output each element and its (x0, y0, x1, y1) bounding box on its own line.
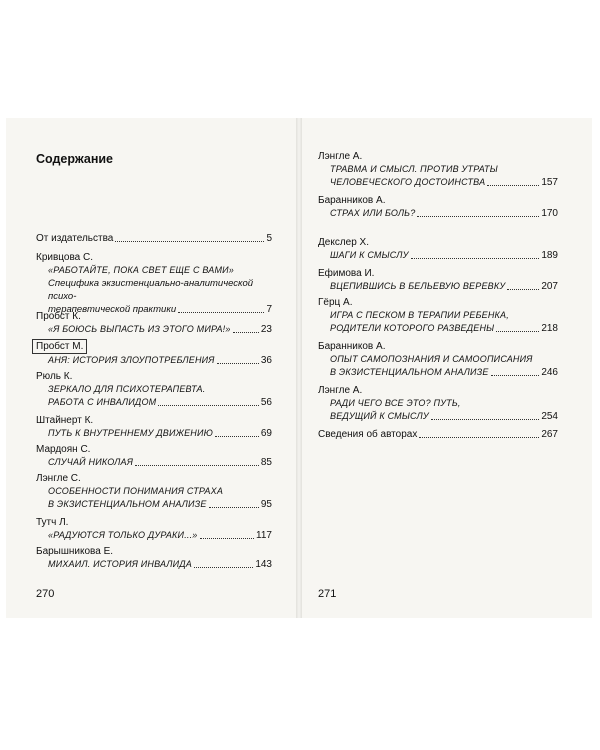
toc-author: От издательства (36, 233, 114, 244)
toc-entry (36, 232, 272, 245)
toc-author: Лэнгле С. (36, 473, 81, 484)
toc-title: РОДИТЕЛИ КОТОРОГО РАЗВЕДЕНЫ (330, 323, 495, 333)
toc-page-number: 143 (255, 559, 272, 570)
toc-author: Декслер Х. (318, 237, 370, 248)
toc-title: МИХАИЛ. ИСТОРИЯ ИНВАЛИДА (48, 559, 192, 569)
toc-title: В ЭКЗИСТЕНЦИАЛЬНОМ АНАЛИЗЕ (48, 499, 207, 509)
toc-page-number: 218 (541, 323, 558, 334)
toc-page-number: 5 (266, 233, 272, 244)
toc-title: «РАБОТАЙТЕ, ПОКА СВЕТ ЕЩЕ С ВАМИ» (48, 265, 235, 275)
toc-title: ЗЕРКАЛО ДЛЯ ПСИХОТЕРАПЕВТА. (48, 384, 206, 394)
toc-page-number: 56 (260, 397, 272, 408)
toc-entry (36, 472, 272, 511)
toc-page-number: 189 (541, 250, 558, 261)
toc-author: Лэнгле А. (318, 385, 363, 396)
toc-page-number: 117 (256, 530, 272, 541)
toc-entry (36, 414, 272, 440)
toc-author: Ефимова И. (318, 268, 375, 279)
toc-entry (318, 428, 558, 441)
toc-entry (318, 236, 558, 262)
toc-title: РАДИ ЧЕГО ВСЕ ЭТО? ПУТЬ, (330, 398, 461, 408)
toc-page-number: 69 (260, 428, 272, 439)
left-folio: 270 (36, 588, 55, 600)
toc-title: ПУТЬ К ВНУТРЕННЕМУ ДВИЖЕНИЮ (48, 428, 214, 438)
toc-author: Мардоян С. (36, 444, 91, 455)
toc-author: Лэнгле А. (318, 151, 363, 162)
toc-page-number: 36 (260, 355, 272, 366)
toc-page-number: 23 (260, 324, 272, 335)
contents-heading: Содержание (36, 152, 114, 166)
toc-title: СТРАХ ИЛИ БОЛЬ? (330, 208, 416, 218)
toc-entry (36, 443, 272, 469)
toc-author: Гёрц А. (318, 297, 353, 308)
toc-title: ВЦЕПИВШИСЬ В БЕЛЬЕВУЮ ВЕРЕВКУ (330, 281, 506, 291)
toc-entry (318, 340, 558, 379)
toc-title: «Я БОЮСЬ ВЫПАСТЬ ИЗ ЭТОГО МИРА!» (48, 324, 231, 334)
toc-title: ВЕДУЩИЙ К СМЫСЛУ (330, 411, 429, 421)
book-gutter (296, 118, 302, 618)
toc-entry (36, 370, 272, 409)
toc-entry (36, 339, 272, 367)
toc-entry (36, 251, 272, 316)
toc-title: ШАГИ К СМЫСЛУ (330, 250, 409, 260)
toc-author: Пробст М. (32, 339, 87, 354)
toc-title: ИГРА С ПЕСКОМ В ТЕРАПИИ РЕБЕНКА, (330, 310, 509, 320)
toc-title: «РАДУЮТСЯ ТОЛЬКО ДУРАКИ...» (48, 530, 198, 540)
toc-page-number: 85 (260, 457, 272, 468)
toc-entry (318, 384, 558, 423)
toc-title: РАБОТА С ИНВАЛИДОМ (48, 397, 157, 407)
toc-title: ЧЕЛОВЕЧЕСКОГО ДОСТОИНСТВА (330, 177, 486, 187)
toc-page-number: 254 (541, 411, 558, 422)
toc-title: АНЯ: ИСТОРИЯ ЗЛОУПОТРЕБЛЕНИЯ (48, 355, 215, 365)
toc-author: Баранников А. (318, 195, 386, 206)
toc-entry (318, 267, 558, 293)
toc-subtitle: терапевтической практики (48, 304, 177, 315)
toc-entry (36, 310, 272, 336)
toc-author: Кривцова С. (36, 252, 94, 263)
toc-title: ТРАВМА И СМЫСЛ. ПРОТИВ УТРАТЫ (330, 164, 498, 174)
toc-page-number: 246 (541, 367, 558, 378)
toc-page-number: 157 (541, 177, 558, 188)
toc-entry (318, 150, 558, 189)
toc-title: СЛУЧАЙ НИКОЛАЯ (48, 457, 134, 467)
toc-author: Штайнерт К. (36, 415, 94, 426)
toc-page-number: 7 (266, 304, 272, 315)
toc-entry (318, 296, 558, 335)
toc-page-number: 95 (260, 499, 272, 510)
toc-author: Пробст К. (36, 311, 81, 322)
toc-entry (318, 194, 558, 220)
toc-entry (36, 516, 272, 542)
toc-author: Баранников А. (318, 341, 386, 352)
toc-author: Барышникова Е. (36, 546, 114, 557)
toc-title: В ЭКЗИСТЕНЦИАЛЬНОМ АНАЛИЗЕ (330, 367, 489, 377)
toc-title: ОСОБЕННОСТИ ПОНИМАНИЯ СТРАХА (48, 486, 224, 496)
toc-author: Рюль К. (36, 371, 73, 382)
toc-author: Тутч Л. (36, 517, 69, 528)
toc-entry (36, 545, 272, 571)
toc-page-number: 267 (541, 429, 558, 440)
toc-title: ОПЫТ САМОПОЗНАНИЯ И САМООПИСАНИЯ (330, 354, 533, 364)
toc-subtitle: Специфика экзистенциально-аналитической психо- (48, 278, 254, 302)
toc-page-number: 207 (541, 281, 558, 292)
toc-author: Сведения об авторах (318, 429, 418, 440)
toc-page-number: 170 (541, 208, 558, 219)
right-folio: 271 (318, 588, 337, 600)
